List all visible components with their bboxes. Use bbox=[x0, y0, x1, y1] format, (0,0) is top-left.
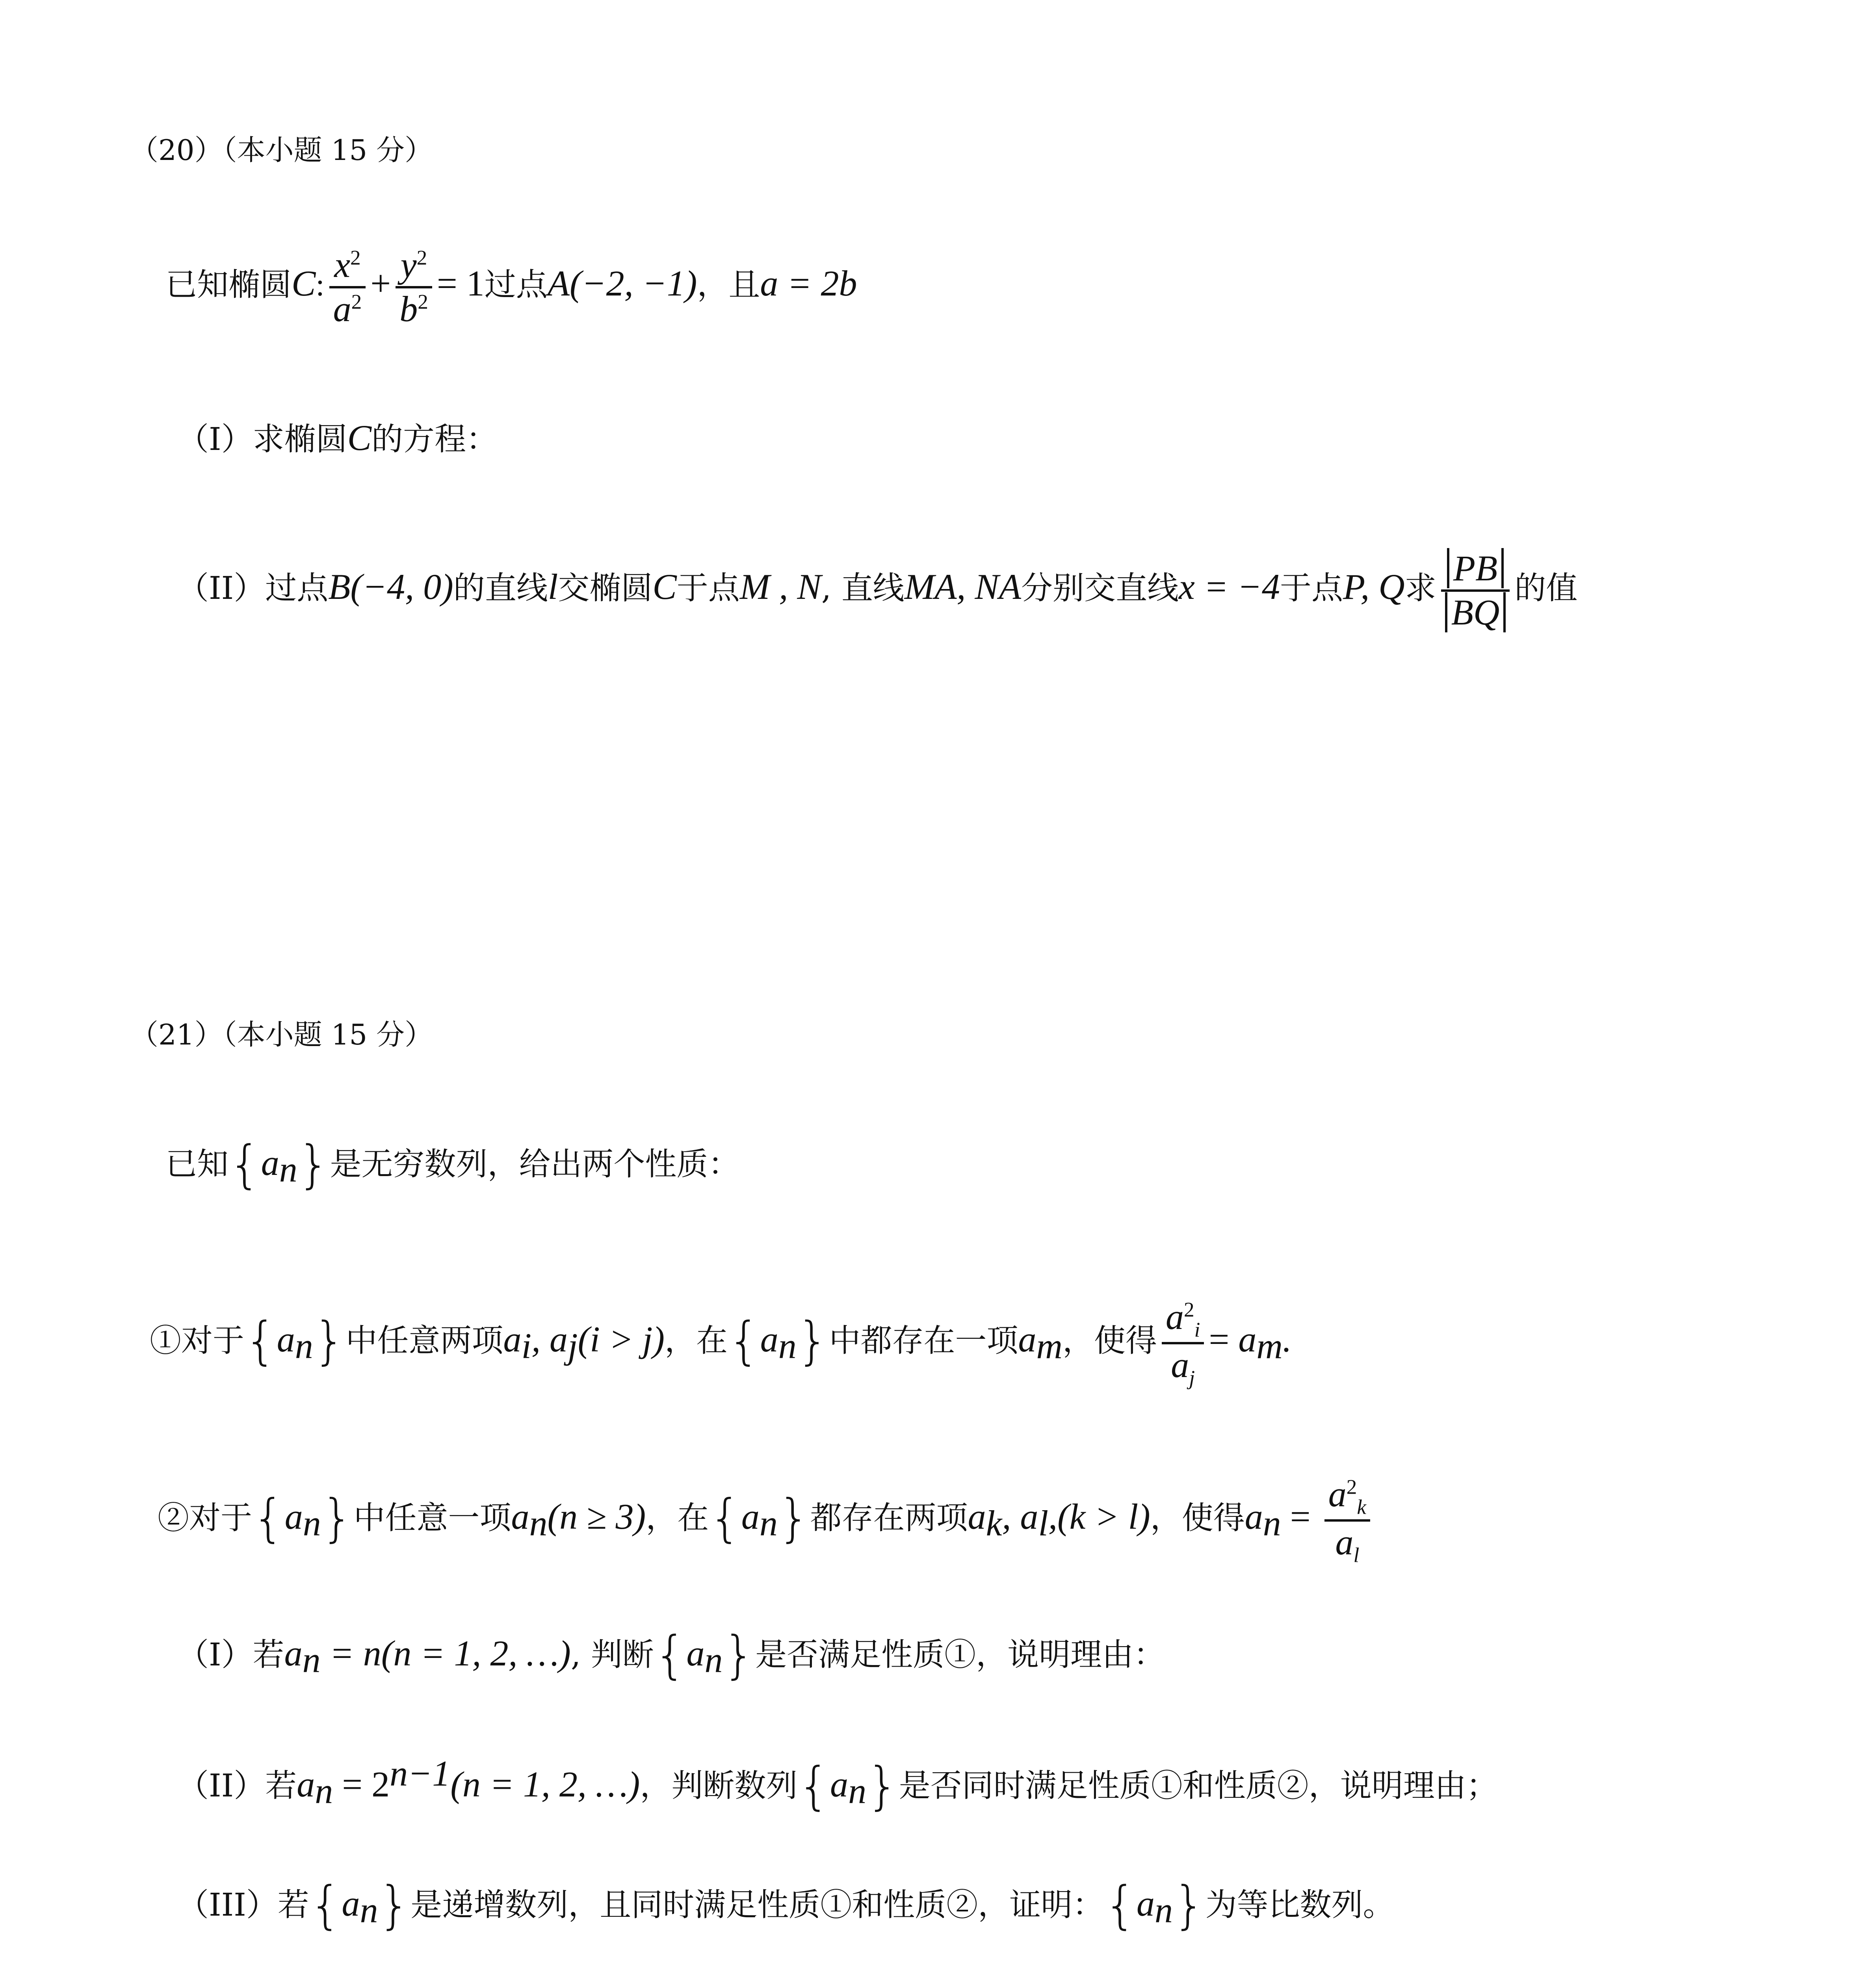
q20-part1: （I）求椭圆C的方程： bbox=[177, 418, 498, 458]
q20-ellipse-name: C bbox=[292, 263, 316, 303]
q21-intro: 已知$\{a_n\}$是无穷数列，给出两个性质： bbox=[165, 1134, 740, 1194]
q20-through: 过点 bbox=[484, 266, 548, 303]
q21-property1: ①对于$\{a_n\}$中任意两项$a_i$, $a_j(i > j)$，在$\{a_n\}$中都存在一项$a_m$，使得 $\frac{a^2_i}{a_j}$ = $a_m$. bbox=[150, 1297, 1292, 1390]
q21-header: （21）（本小题 15 分） bbox=[130, 1018, 433, 1051]
q21-part2: （II）若$a_n = 2^{n-1}(n = 1$, 2, …)，判断数列$\{a_n\}$是否同时满足性质①和性质②，说明理由； bbox=[177, 1753, 1498, 1816]
q21-prop1-fraction: $\frac{a^2_i}{a_j}$ bbox=[1162, 1296, 1204, 1390]
q20-x-fraction: $\frac{x^2}{a^2}$ bbox=[329, 244, 366, 330]
q20-part2: （II）过点B(−4, 0)的直线l交椭圆C于点M , N, 直线MA, NA分别交直线x = −4于点P, Q求 $\frac{PB}{BQ}$ 的值 bbox=[177, 548, 1577, 634]
q20-header: （20）（本小题 15 分） bbox=[130, 134, 433, 167]
q20-intro: 已知椭圆C: $\frac{x^2}{a^2}$ + $\frac{y^2}{b^2}$ = 1过点A(−2, −1)，且a = 2b bbox=[165, 244, 857, 330]
q21-part3: （III）若$\{a_n\}$是递增数列，且同时满足性质①和性质②，证明：$\{a_n\}$为等比数列。 bbox=[177, 1875, 1395, 1935]
q21-part1: （I）若$a_n = n(n = 1$, 2, …), 判断$\{a_n\}$是否满足性质①，说明理由： bbox=[177, 1625, 1165, 1685]
q20-y-fraction: $\frac{y^2}{b^2}$ bbox=[396, 244, 432, 330]
q21-property2: ②对于$\{a_n\}$中任意一项$a_n(n \ge 3)$，在$\{a_n\}$都存在两项$a_k$, $a_l,(k > l)$，使得$a_n$ = $\frac{a^2_k}{a_l}$ bbox=[158, 1474, 1375, 1567]
q20-eq-one: = 1 bbox=[436, 263, 485, 303]
q20-condition: a = 2b bbox=[760, 263, 857, 303]
q21-prop2-fraction: $\frac{a^2_k}{a_l}$ bbox=[1324, 1474, 1370, 1567]
q20-and: ，且 bbox=[697, 266, 760, 303]
q20-ratio-fraction: $\frac{PB}{BQ}$ bbox=[1441, 548, 1510, 634]
q20-intro-prefix: 已知椭圆 bbox=[165, 266, 292, 303]
q20-point-a: A(−2, −1) bbox=[547, 263, 697, 303]
